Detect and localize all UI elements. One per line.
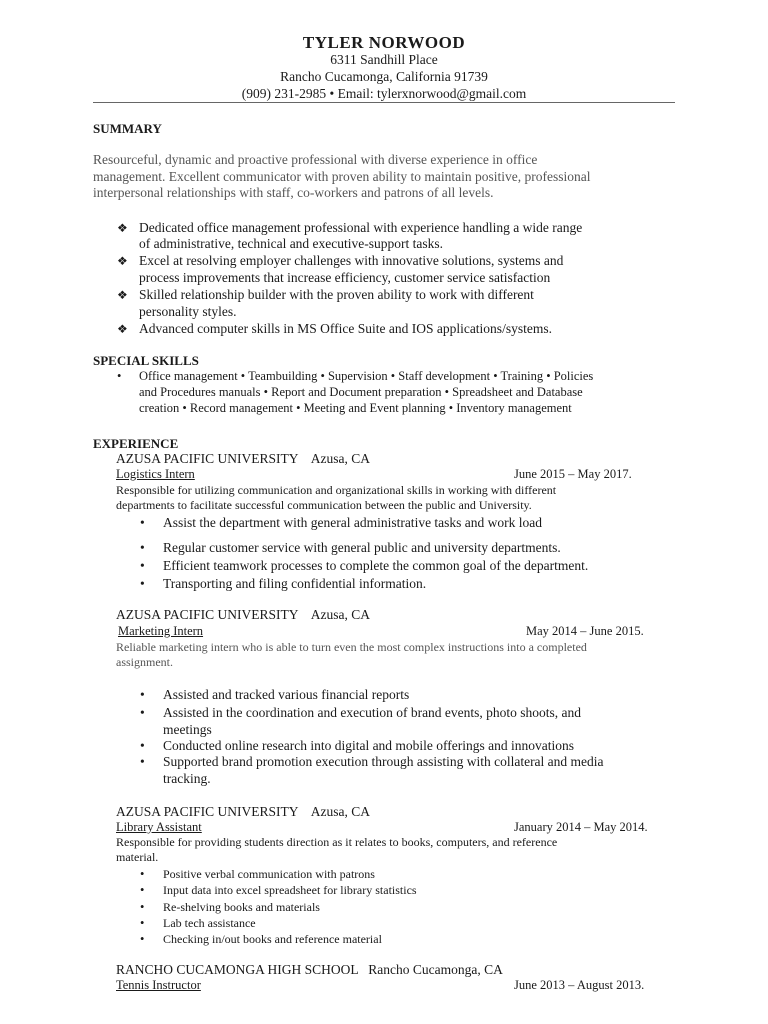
dot-bullet-icon: • xyxy=(140,705,145,720)
dot-bullet-icon: • xyxy=(117,369,122,383)
job-bullet: Transporting and filing confidential information. xyxy=(163,576,427,591)
job-description: material. xyxy=(116,850,159,864)
skills-heading: SPECIAL SKILLS xyxy=(93,353,199,368)
job-bullet: Lab tech assistance xyxy=(163,916,256,930)
dot-bullet-icon: • xyxy=(140,867,145,881)
job-description: assignment. xyxy=(116,655,173,669)
summary-bullet-line: Skilled relationship builder with the proven ability to work with different xyxy=(139,287,534,302)
dot-bullet-icon: • xyxy=(140,687,145,702)
summary-line: management. Excellent communicator with proven ability to maintain positive, professional xyxy=(93,169,591,184)
city-address: Rancho Cucamonga, California 91739 xyxy=(280,69,488,84)
job-title: Library Assistant xyxy=(116,820,202,834)
summary-bullet-line: of administrative, technical and executive-support tasks. xyxy=(139,236,444,251)
diamond-bullet-icon: ❖ xyxy=(117,322,128,336)
job-title: Tennis Instructor xyxy=(116,978,201,992)
diamond-bullet-icon: ❖ xyxy=(117,221,128,235)
dot-bullet-icon: • xyxy=(140,558,145,573)
dot-bullet-icon: • xyxy=(140,540,145,555)
experience-heading: EXPERIENCE xyxy=(93,436,179,451)
dot-bullet-icon: • xyxy=(140,900,145,914)
job-bullet: Assisted and tracked various financial reports xyxy=(163,687,410,702)
job-bullet: tracking. xyxy=(163,771,211,786)
summary-bullet-line: personality styles. xyxy=(139,304,237,319)
job-bullet: Checking in/out books and reference material xyxy=(163,932,382,946)
job-bullet: Re-shelving books and materials xyxy=(163,900,320,914)
dot-bullet-icon: • xyxy=(140,738,145,753)
resume-name: TYLER NORWOOD xyxy=(302,33,466,52)
job-bullet: meetings xyxy=(163,722,212,737)
job-bullet: Positive verbal communication with patrons xyxy=(163,867,375,881)
job-description: Responsible for providing students direction as it relates to books, computers, and reference xyxy=(116,835,558,849)
header-divider xyxy=(93,102,675,103)
summary-heading: SUMMARY xyxy=(93,121,162,136)
contact-line: (909) 231-2985 • Email: tylerxnorwood@gmail.com xyxy=(241,86,527,101)
job-bullet: Regular customer service with general public and university departments. xyxy=(163,540,561,555)
job-organization: AZUSA PACIFIC UNIVERSITY Azusa, CA xyxy=(116,607,371,622)
skills-line: and Procedures manuals • Report and Document preparation • Spreadsheet and Database xyxy=(139,385,583,399)
dot-bullet-icon: • xyxy=(140,916,145,930)
dot-bullet-icon: • xyxy=(140,754,145,769)
job-title: Marketing Intern xyxy=(118,624,204,638)
street-address: 6311 Sandhill Place xyxy=(330,52,438,67)
job-bullet: Input data into excel spreadsheet for library statistics xyxy=(163,883,417,897)
job-organization: RANCHO CUCAMONGA HIGH SCHOOL Rancho Cucamonga, CA xyxy=(116,962,503,977)
summary-line: interpersonal relationships with staff, co-workers and patrons of all levels. xyxy=(93,185,494,200)
summary-bullet-line: Advanced computer skills in MS Office Suite and IOS applications/systems. xyxy=(139,321,552,336)
skills-line: Office management • Teambuilding • Supervision • Staff development • Training • Policies xyxy=(139,369,594,383)
dot-bullet-icon: • xyxy=(140,515,145,530)
dot-bullet-icon: • xyxy=(140,883,145,897)
job-organization: AZUSA PACIFIC UNIVERSITY Azusa, CA xyxy=(116,451,371,466)
dot-bullet-icon: • xyxy=(140,932,145,946)
job-bullet: Assist the department with general administrative tasks and work load xyxy=(163,515,543,530)
skills-line: creation • Record management • Meeting and Event planning • Inventory management xyxy=(139,401,572,415)
job-description: Responsible for utilizing communication and organizational skills in working with different xyxy=(116,483,557,497)
job-dates: January 2014 – May 2014. xyxy=(514,820,648,834)
job-dates: June 2013 – August 2013. xyxy=(514,978,645,992)
summary-bullet-line: Excel at resolving employer challenges with innovative solutions, systems and xyxy=(139,253,564,268)
job-description: Reliable marketing intern who is able to turn even the most complex instructions into a completed xyxy=(116,640,587,654)
summary-bullet-line: process improvements that increase efficiency, customer service satisfaction xyxy=(139,270,551,285)
job-bullet: Assisted in the coordination and execution of brand events, photo shoots, and xyxy=(163,705,582,720)
summary-bullet-line: Dedicated office management professional with experience handling a wide range xyxy=(139,220,583,235)
job-bullet: Efficient teamwork processes to complete the common goal of the department. xyxy=(163,558,589,573)
dot-bullet-icon: • xyxy=(140,576,145,591)
job-title: Logistics Intern xyxy=(116,467,195,481)
diamond-bullet-icon: ❖ xyxy=(117,254,128,268)
diamond-bullet-icon: ❖ xyxy=(117,288,128,302)
job-organization: AZUSA PACIFIC UNIVERSITY Azusa, CA xyxy=(116,804,371,819)
job-bullet: Supported brand promotion execution through assisting with collateral and media xyxy=(163,754,604,769)
job-bullet: Conducted online research into digital and mobile offerings and innovations xyxy=(163,738,575,753)
job-description: departments to facilitate successful communication between the public and University. xyxy=(116,498,532,512)
summary-line: Resourceful, dynamic and proactive professional with diverse experience in office xyxy=(93,152,538,167)
job-dates: June 2015 – May 2017. xyxy=(514,467,632,481)
job-dates: May 2014 – June 2015. xyxy=(526,624,644,638)
